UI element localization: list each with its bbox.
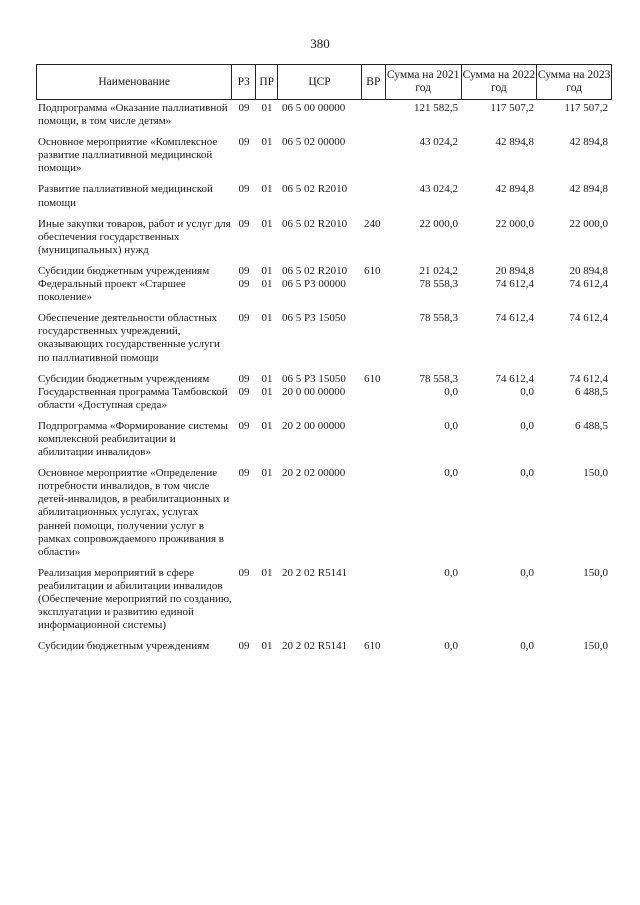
row-name: Развитие паллиативной медицинской помощи bbox=[38, 183, 213, 209]
row-rz: 09 bbox=[238, 640, 250, 653]
row-sum-2023: 74 612,4 bbox=[569, 372, 608, 385]
row-rz: 09 bbox=[238, 467, 250, 480]
row-sum-2021: 43 024,2 bbox=[419, 183, 458, 196]
row-name: Субсидии бюджетным учреждениям bbox=[38, 372, 210, 385]
row-pr: 01 bbox=[261, 183, 273, 196]
row-csr: 20 2 00 00000 bbox=[282, 419, 346, 432]
row-sum-2022: 20 894,8 bbox=[495, 264, 534, 277]
row-csr: 06 5 02 R2010 bbox=[282, 217, 348, 230]
row-sum-2023: 74 612,4 bbox=[569, 312, 608, 325]
row-sum-2022: 117 507,2 bbox=[490, 102, 534, 114]
table-row bbox=[36, 218, 612, 257]
table-row bbox=[36, 136, 612, 175]
header-csr: ЦСР bbox=[278, 65, 362, 99]
table-header bbox=[36, 64, 612, 100]
row-vr bbox=[362, 467, 386, 559]
row-name: Иные закупки товаров, работ и услуг для обеспечения государственных (муниципальных) нужд bbox=[38, 217, 231, 256]
row-sum-2022: 74 612,4 bbox=[495, 372, 534, 385]
row-csr: 20 2 02 00000 bbox=[282, 467, 346, 480]
row-csr: 06 5 P3 15050 bbox=[282, 372, 346, 385]
row-sum-2023: 150,0 bbox=[583, 640, 608, 653]
row-sum-2021: 0,0 bbox=[444, 467, 458, 480]
row-vr bbox=[362, 136, 386, 175]
row-name: Реализация мероприятий в сфере реабилитации и абилитации инвалидов (Обеспечение мероприятий по созданию, эксплуатации и развитию единой информационной системы) bbox=[38, 566, 232, 632]
header-pr: ПР bbox=[256, 65, 278, 99]
row-vr bbox=[362, 183, 386, 209]
row-pr: 01 bbox=[261, 372, 273, 385]
row-pr: 01 bbox=[261, 217, 273, 230]
table-row bbox=[36, 265, 612, 278]
table-row bbox=[36, 467, 612, 559]
table-body bbox=[36, 102, 612, 653]
row-sum-2021: 21 024,2 bbox=[419, 264, 458, 277]
row-sum-2021: 121 582,5 bbox=[414, 102, 458, 114]
row-pr: 01 bbox=[261, 566, 273, 579]
row-vr: 610 bbox=[364, 640, 381, 653]
table-row bbox=[36, 420, 612, 459]
row-vr bbox=[362, 567, 386, 632]
row-sum-2022: 0,0 bbox=[520, 419, 534, 432]
row-vr bbox=[362, 102, 386, 128]
row-csr: 06 5 02 R2010 bbox=[282, 183, 348, 196]
row-sum-2021: 0,0 bbox=[444, 566, 458, 579]
row-pr: 01 bbox=[261, 136, 273, 149]
row-rz: 09 bbox=[238, 385, 250, 398]
header-vr: ВР bbox=[362, 65, 386, 99]
row-name: Обеспечение деятельности областных государственных учреждений, оказывающих государственные услуги по паллиативной помощи bbox=[38, 312, 220, 364]
header-name: Наименование bbox=[37, 65, 232, 99]
row-sum-2022: 0,0 bbox=[520, 385, 534, 398]
row-sum-2023: 42 894,8 bbox=[569, 183, 608, 196]
row-sum-2021: 43 024,2 bbox=[419, 136, 458, 149]
row-sum-2021: 0,0 bbox=[444, 419, 458, 432]
row-csr: 06 5 P3 15050 bbox=[282, 312, 346, 325]
row-sum-2023: 6 488,5 bbox=[575, 385, 608, 398]
row-sum-2023: 74 612,4 bbox=[569, 278, 608, 291]
row-rz: 09 bbox=[238, 419, 250, 432]
row-sum-2022: 42 894,8 bbox=[495, 183, 534, 196]
row-rz: 09 bbox=[238, 278, 250, 291]
row-sum-2022: 22 000,0 bbox=[495, 217, 534, 230]
row-pr: 01 bbox=[261, 385, 273, 398]
row-sum-2023: 117 507,2 bbox=[564, 102, 608, 114]
header-sum-2023: Сумма на 2023 год bbox=[537, 69, 611, 94]
row-csr: 20 2 02 R5141 bbox=[282, 640, 348, 653]
row-rz: 09 bbox=[238, 217, 250, 230]
row-vr bbox=[362, 278, 386, 304]
table-row bbox=[36, 373, 612, 386]
row-sum-2023: 20 894,8 bbox=[569, 264, 608, 277]
row-pr: 01 bbox=[261, 419, 273, 432]
row-name: Федеральный проект «Старшее поколение» bbox=[38, 278, 186, 304]
row-sum-2023: 150,0 bbox=[583, 566, 608, 579]
row-csr: 20 0 00 00000 bbox=[282, 385, 346, 398]
row-rz: 09 bbox=[238, 102, 250, 114]
row-rz: 09 bbox=[238, 566, 250, 579]
row-pr: 01 bbox=[261, 467, 273, 480]
row-sum-2021: 0,0 bbox=[444, 385, 458, 398]
row-csr: 06 5 P3 00000 bbox=[282, 278, 346, 291]
row-sum-2022: 74 612,4 bbox=[495, 278, 534, 291]
table-row bbox=[36, 640, 612, 653]
row-vr bbox=[362, 312, 386, 364]
row-sum-2022: 42 894,8 bbox=[495, 136, 534, 149]
row-name: Подпрограмма «Оказание паллиативной помощи, в том числе детям» bbox=[38, 102, 228, 128]
row-vr: 610 bbox=[364, 264, 381, 277]
row-vr: 610 bbox=[364, 372, 381, 385]
row-vr bbox=[362, 386, 386, 412]
row-vr bbox=[362, 420, 386, 459]
row-sum-2021: 78 558,3 bbox=[419, 372, 458, 385]
row-pr: 01 bbox=[261, 278, 273, 291]
table-row bbox=[36, 102, 612, 128]
row-name: Основное мероприятие «Комплексное развитие паллиативной медицинской помощи» bbox=[38, 136, 218, 175]
row-name: Подпрограмма «Формирование системы комплексной реабилитации и абилитации инвалидов» bbox=[38, 419, 228, 459]
row-name: Основное мероприятие «Определение потребности инвалидов, в том числе детей-инвалидов, в реабилитационных и абилитационных услугах, услугах ранней помощи, получении услуг в рамках сопровождаемого проживания в области» bbox=[38, 467, 230, 558]
table-row bbox=[36, 278, 612, 304]
row-pr: 01 bbox=[261, 640, 273, 653]
row-name: Субсидии бюджетным учреждениям bbox=[38, 640, 210, 653]
row-sum-2022: 74 612,4 bbox=[495, 312, 534, 325]
row-vr: 240 bbox=[364, 217, 381, 230]
row-rz: 09 bbox=[238, 264, 250, 277]
row-csr: 06 5 00 00000 bbox=[282, 102, 346, 114]
table-row bbox=[36, 183, 612, 209]
row-sum-2021: 78 558,3 bbox=[419, 278, 458, 291]
row-name: Государственная программа Тамбовской области «Доступная среда» bbox=[38, 385, 228, 411]
row-sum-2021: 0,0 bbox=[444, 640, 458, 653]
table-row bbox=[36, 386, 612, 412]
row-sum-2022: 0,0 bbox=[520, 467, 534, 480]
header-rz: РЗ bbox=[232, 65, 256, 99]
row-rz: 09 bbox=[238, 372, 250, 385]
header-sum-2021: Сумма на 2021 год bbox=[386, 65, 462, 99]
row-name: Субсидии бюджетным учреждениям bbox=[38, 264, 210, 277]
row-sum-2023: 6 488,5 bbox=[575, 419, 608, 432]
row-sum-2022: 0,0 bbox=[520, 640, 534, 653]
row-csr: 06 5 02 00000 bbox=[282, 136, 346, 149]
table-row bbox=[36, 567, 612, 632]
table-row bbox=[36, 312, 612, 364]
row-sum-2023: 42 894,8 bbox=[569, 136, 608, 149]
row-sum-2021: 78 558,3 bbox=[419, 312, 458, 325]
row-sum-2021: 22 000,0 bbox=[419, 217, 458, 230]
row-sum-2023: 22 000,0 bbox=[569, 217, 608, 230]
row-pr: 01 bbox=[261, 264, 273, 277]
row-rz: 09 bbox=[238, 312, 250, 325]
row-rz: 09 bbox=[238, 136, 250, 149]
row-pr: 01 bbox=[261, 102, 273, 114]
row-csr: 06 5 02 R2010 bbox=[282, 264, 348, 277]
page-number: 380 bbox=[310, 36, 330, 51]
row-pr: 01 bbox=[261, 312, 273, 325]
row-sum-2023: 150,0 bbox=[583, 467, 608, 480]
header-sum-2022: Сумма на 2022 год bbox=[462, 65, 538, 99]
row-csr: 20 2 02 R5141 bbox=[282, 566, 348, 579]
row-rz: 09 bbox=[238, 183, 250, 196]
row-sum-2022: 0,0 bbox=[520, 566, 534, 579]
